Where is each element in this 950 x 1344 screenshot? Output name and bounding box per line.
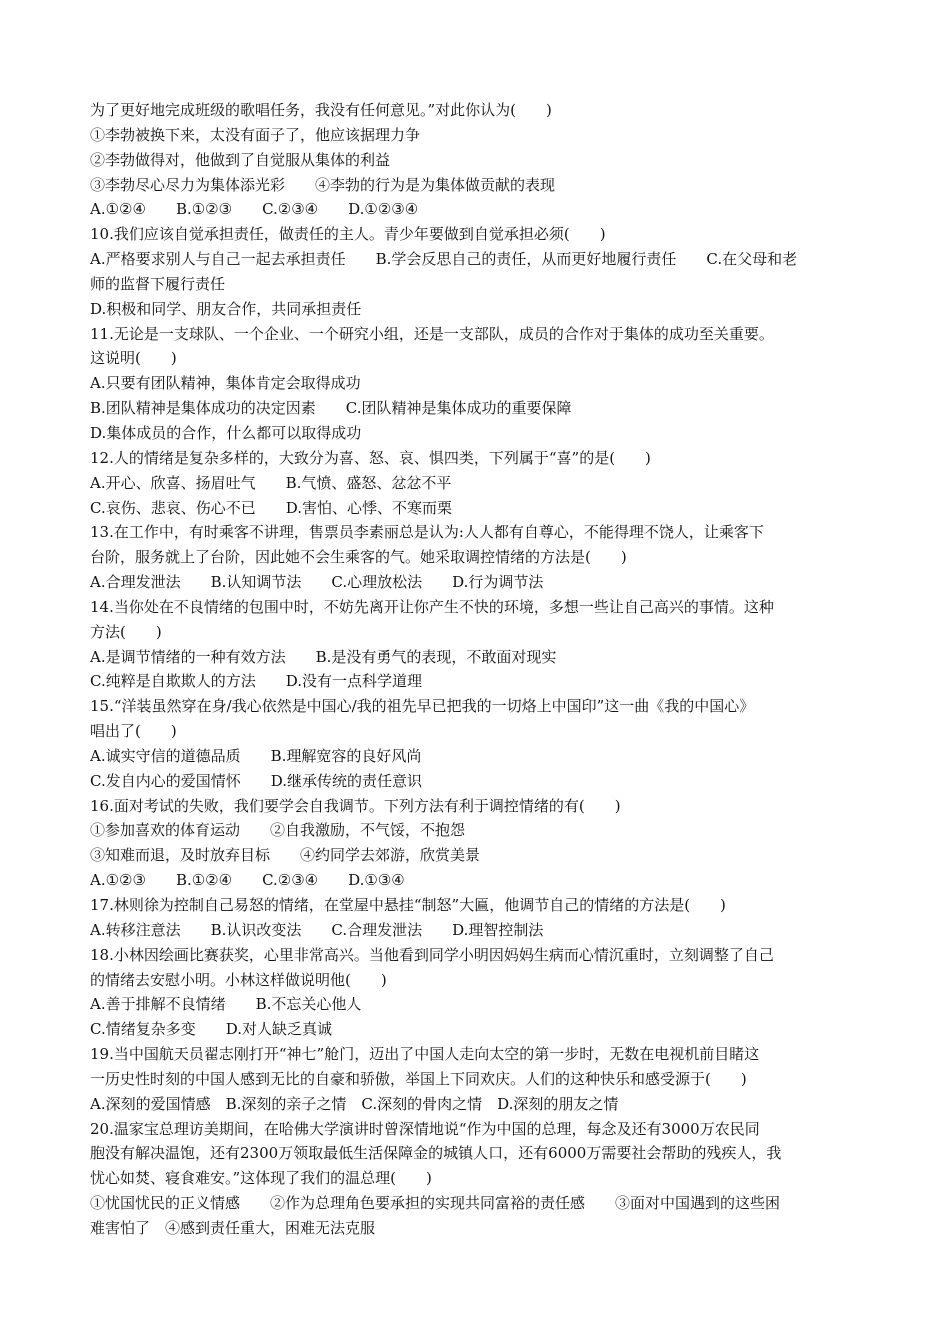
question-15: 15.“洋装虽然穿在身/我心依然是中国心/我的祖先早已把我的一切烙上中国印”这一曲《我的中国心》 (90, 697, 755, 716)
text-line: ①李勃被换下来，太没有面子了，他应该据理力争 (90, 125, 421, 144)
question-10: 10.我们应该自觉承担责任，做责任的主人。青少年要做到自觉承担必须( ) (90, 225, 606, 244)
text-line: A.严格要求别人与自己一起去承担责任 B.学会反思自己的责任，从而更好地履行责任 C.在父母和老 (90, 250, 798, 269)
question-19: 19.当中国航天员翟志刚打开“神七”舱门，迈出了中国人走向太空的第一步时，无数在电视机前目睹这 (90, 1045, 760, 1064)
text-line: 的情绪去安慰小明。小林这样做说明他( ) (90, 970, 387, 989)
text-line: ③李勃尽心尽力为集体添光彩 ④李勃的行为是为集体做贡献的表现 (90, 175, 556, 194)
answer-options: A.①②④ B.①②③ C.②③④ D.①②③④ (90, 200, 419, 219)
text-line: 一历史性时刻的中国人感到无比的自豪和骄傲，举国上下同欢庆。人们的这种快乐和感受源于( ) (90, 1069, 747, 1088)
text-line: ③知难而退，及时放弃目标 ④约同学去郊游，欣赏美景 (90, 846, 481, 865)
question-11: 11.无论是一支球队、一个企业、一个研究小组，还是一支部队，成员的合作对于集体的成功至关重要。 (90, 324, 774, 343)
text-line: 唱出了( ) (90, 722, 177, 741)
question-17: 17.林则徐为控制自己易怒的情绪，在堂屋中悬挂“制怒”大匾，他调节自己的情绪的方法是( ) (90, 896, 726, 914)
text-line: A.开心、欣喜、扬眉吐气 B.气愤、盛怒、忿忿不平 (90, 473, 452, 492)
text-line: ①参加喜欢的体育运动 ②自我激励，不气馁，不抱怨 (90, 821, 466, 840)
question-20: 20.温家宝总理访美期间，在哈佛大学演讲时曾深情地说“作为中国的总理，每念及还有3000万农民同 (90, 1119, 760, 1138)
text-line: 为了更好地完成班级的歌唱任务，我没有任何意见。”对此你认为( ) (90, 101, 552, 119)
text-line: A.善于排解不良情绪 B.不忘关心他人 (90, 995, 362, 1014)
text-line: 胞没有解决温饱，还有2300万领取最低生活保障金的城镇人口，还有6000万需要社会帮助的残疾人，我 (90, 1144, 782, 1163)
text-line: A.合理发泄法 B.认知调节法 C.心理放松法 D.行为调节法 (90, 573, 544, 592)
text-line: C.情绪复杂多变 D.对人缺乏真诚 (90, 1020, 332, 1039)
text-line: A.是调节情绪的一种有效方法 B.是没有勇气的表现，不敢面对现实 (90, 647, 557, 666)
text-line: 台阶，服务就上了台阶，因此她不会生乘客的气。她采取调控情绪的方法是( ) (90, 548, 627, 567)
text-line: C.哀伤、悲哀、伤心不已 D.害怕、心悸、不寒而栗 (90, 498, 452, 517)
text-line: 方法( ) (90, 622, 162, 641)
text-line: ②李勃做得对，他做到了自觉服从集体的利益 (90, 150, 391, 169)
text-line: D.集体成员的合作，什么都可以取得成功 (90, 423, 362, 442)
text-line: 难害怕了 ④感到责任重大，困难无法克服 (90, 1218, 376, 1237)
answer-options: A.①②③ B.①②④ C.②③④ D.①③④ (90, 871, 405, 890)
question-13: 13.在工作中，有时乘客不讲理，售票员李素丽总是认为:人人都有自尊心，不能得理不饶人，让乘客下 (90, 523, 764, 542)
text-line: A.转移注意法 B.认识改变法 C.合理发泄法 D.理智控制法 (90, 920, 544, 939)
text-line: B.团队精神是集体成功的决定因素 C.团队精神是集体成功的重要保障 (90, 399, 572, 418)
question-14: 14.当你处在不良情绪的包围中时，不妨先离开让你产生不快的环境，多想一些让自己高兴的事情。这种 (90, 597, 774, 616)
text-line: A.深刻的爱国情感 B.深刻的亲子之情 C.深刻的骨肉之情 D.深刻的朋友之情 (90, 1094, 619, 1113)
text-line: 这说明( ) (90, 349, 177, 368)
question-12: 12.人的情绪是复杂多样的，大致分为喜、怒、哀、惧四类，下列属于“喜”的是( ) (90, 448, 651, 467)
text-line: C.纯粹是自欺欺人的方法 D.没有一点科学道理 (90, 672, 422, 691)
text-line: D.积极和同学、朋友合作，共同承担责任 (90, 299, 362, 318)
text-line: C.发自内心的爱国情怀 D.继承传统的责任意识 (90, 771, 422, 790)
question-18: 18.小林因绘画比赛获奖，心里非常高兴。当他看到同学小明因妈妈生病而心情沉重时，立刻调整了自己 (90, 945, 774, 964)
text-line: ①忧国忧民的正义情感 ②作为总理角色要承担的实现共同富裕的责任感 ③面对中国遇到的这些困 (90, 1194, 781, 1213)
text-line: 忧心如焚、寝食难安。”这体现了我们的温总理( ) (90, 1169, 432, 1188)
text-line: A.诚实守信的道德品质 B.理解宽容的良好风尚 (90, 746, 422, 765)
text-line: 师的监督下履行责任 (90, 274, 226, 293)
question-16: 16.面对考试的失败，我们要学会自我调节。下列方法有利于调控情绪的有( ) (90, 796, 621, 815)
text-line: A.只要有团队精神，集体肯定会取得成功 (90, 374, 361, 393)
